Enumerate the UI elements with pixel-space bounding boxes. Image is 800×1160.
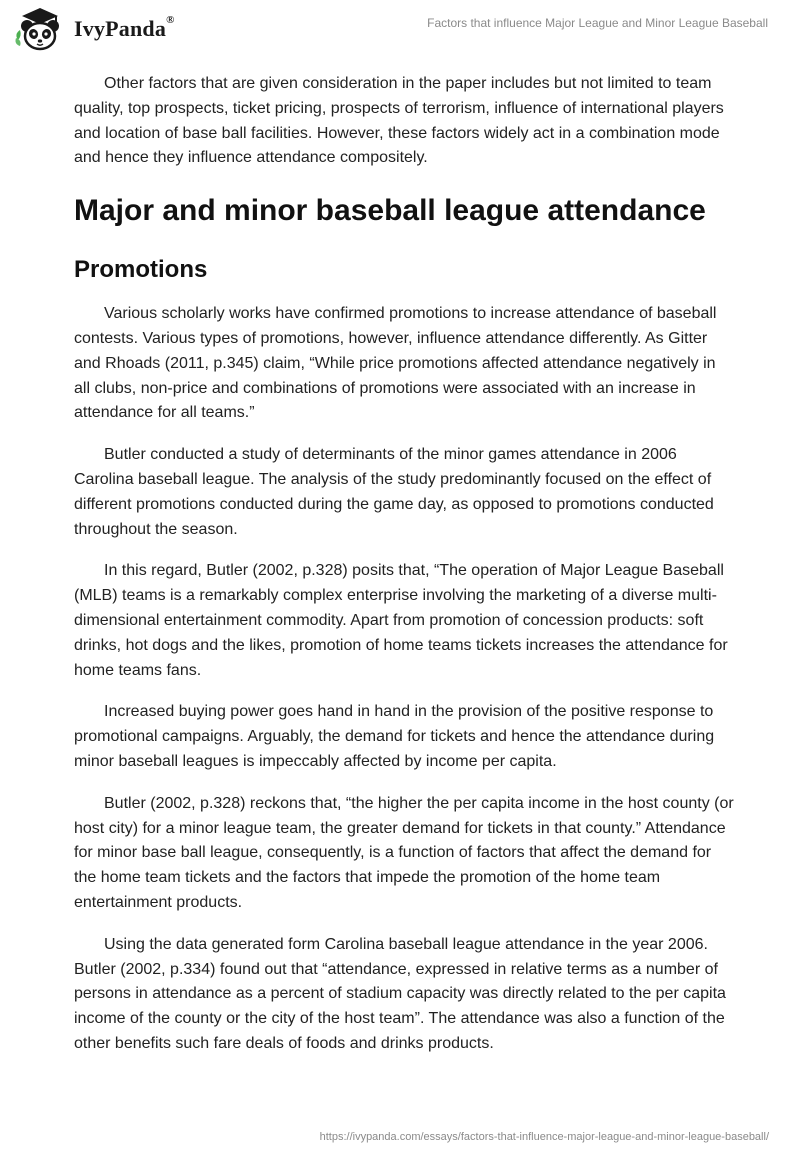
ivypanda-logo[interactable] <box>12 6 175 52</box>
logo-text: IvyPanda® <box>74 14 175 41</box>
subsection-heading: Promotions <box>74 256 208 284</box>
body-paragraph: Increased buying power goes hand in hand in the provision of the positive response to promotional campaigns. Arguably, the demand for tickets and hence the attendance during minor baseball leagues is impeccably affected by income per capita. <box>74 703 715 770</box>
section-heading: Major and minor baseball league attendance <box>74 194 706 228</box>
body-paragraph: Butler (2002, p.328) reckons that, “the higher the per capita income in the host county (or host city) for a minor league team, the greater demand for tickets in that county.” Attendance for minor base ball league, consequently, is a function of factors that affect the demand for the home team tickets and the factors that impede the promotion of the home team entertainment products. <box>74 794 734 911</box>
document-title: Factors that influence Major League and Minor League Baseball <box>427 16 768 30</box>
body-paragraph: Using the data generated form Carolina baseball league attendance in the year 2006. Butler (2002, p.334) found out that “attendance, expressed in relative terms as a number of persons in attendance as a percent of stadium capacity was directly related to the per capita income of the county or the city of the host team”. The attendance was also a function of the other benefits such fare deals of foods and drinks products. <box>74 935 726 1052</box>
intro-paragraph: Other factors that are given consideration in the paper includes but not limited to team quality, top prospects, ticket pricing, prospects of terrorism, influence of international players and location of base ball facilities. However, these factors widely act in a combination mode and hence they influence attendance compositely. <box>74 75 724 167</box>
body-paragraph: Various scholarly works have confirmed promotions to increase attendance of baseball contests. Various types of promotions, however, influence attendance differently. As Gitter and Rhoads (2011, p.345) claim, “While price promotions affected attendance negatively in all clubs, non-price and combinations of promotions were associated with an increase in attendance for all teams.” <box>74 305 717 422</box>
source-url[interactable]: https://ivypanda.com/essays/factors-that-influence-major-league-and-minor-league-baseball/ <box>319 1131 769 1143</box>
page-header <box>0 0 800 56</box>
registered-mark: ® <box>166 14 175 26</box>
panda-logo-icon <box>12 6 68 52</box>
body-paragraph: In this regard, Butler (2002, p.328) posits that, “The operation of Major League Baseball (MLB) teams is a remarkably complex enterprise involving the marketing of a diverse multi-dimensional entertainment commodity. Apart from promotion of concession products: soft drinks, hot dogs and the likes, promotion of home teams tickets increases the attendance for home teams fans. <box>74 562 728 679</box>
body-paragraph: Butler conducted a study of determinants of the minor games attendance in 2006 Carolina baseball league. The analysis of the study predominantly focused on the effect of different promotions conducted during the game day, as opposed to promotions conducted throughout the season. <box>74 446 714 538</box>
essay-content <box>74 72 734 1074</box>
